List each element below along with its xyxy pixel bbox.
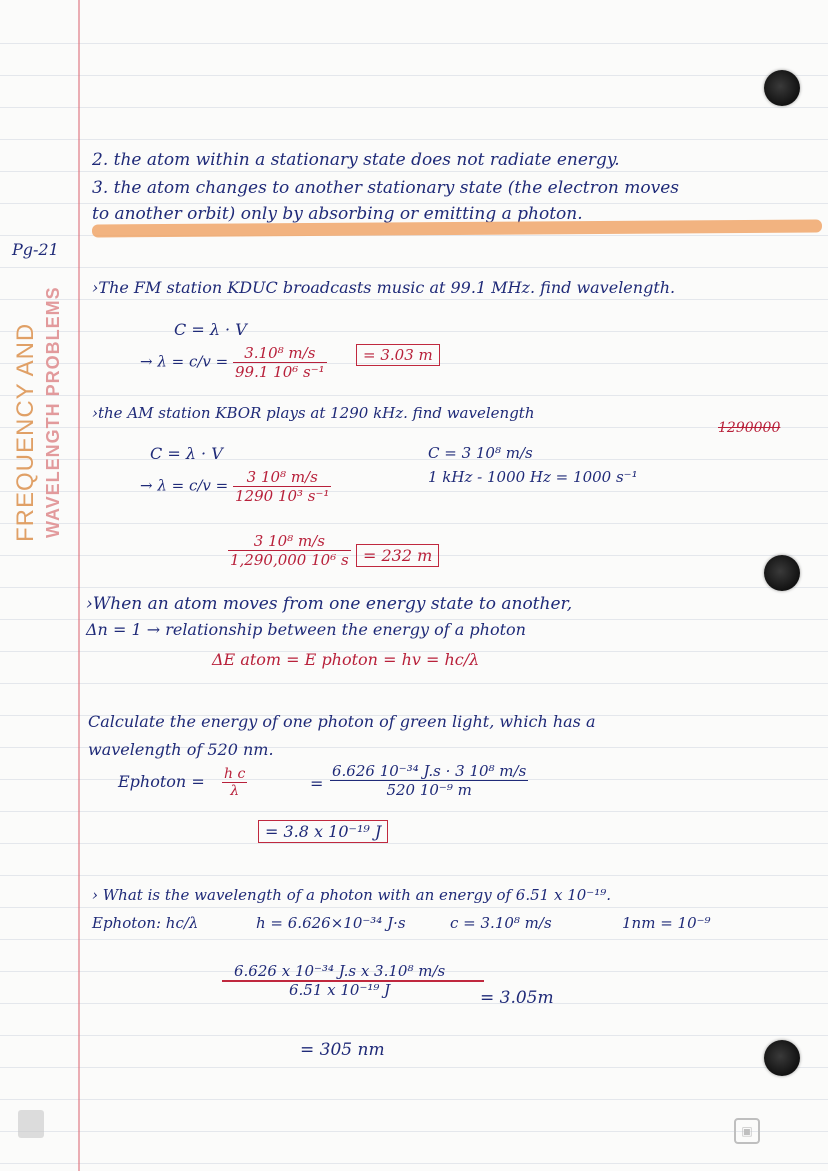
problem4-c-value: c = 3.10⁸ m/s — [450, 914, 552, 932]
problem2-denominator: 1290 10³ s⁻¹ — [235, 487, 330, 505]
problem2-arrow: → λ = c/v = — [140, 476, 229, 495]
problem2-step-denominator: 1,290,000 10⁶ s — [230, 551, 349, 569]
side-title-main: FREQUENCY AND — [12, 322, 39, 542]
side-title-sub: WAVELENGTH PROBLEMS — [43, 286, 63, 538]
energy-relation: ΔE atom = E photon = hv = hc/λ — [212, 650, 480, 669]
problem3-line-1: Calculate the energy of one photon of green light, which has a — [88, 712, 596, 731]
problem4-numerator: 6.626 x 10⁻³⁴ J.s x 3.10⁸ m/s — [234, 962, 446, 980]
problem4-result-1: = 3.05m — [480, 988, 554, 1008]
problem2-step — [228, 532, 351, 569]
problem1-denominator: 99.1 10⁶ s⁻¹ — [235, 363, 325, 381]
problem4-denominator: 6.51 x 10⁻¹⁹ J — [288, 981, 391, 999]
problem1-formula: C = λ · V — [174, 320, 247, 339]
problem3-line-2: wavelength of 520 nm. — [88, 740, 274, 759]
problem3-label: Ephoton = — [118, 772, 205, 791]
postulate-3-cont: to another orbit) only by absorbing or emitting a photon. — [92, 204, 583, 224]
problem2-given-c: C = 3 10⁸ m/s — [428, 444, 533, 462]
problem2-rearranged — [140, 468, 331, 505]
corner-logo-icon: ▣ — [734, 1118, 760, 1144]
problem1-answer: = 3.03 m — [356, 344, 440, 366]
problem2-formula: C = λ · V — [150, 444, 223, 463]
energy-line-2: Δn = 1 → relationship between the energy of a photon — [86, 620, 526, 639]
binder-hole — [764, 555, 800, 591]
energy-line-1: ›When an atom moves from one energy state to another, — [86, 594, 573, 614]
postulate-2: 2. the atom within a stationary state does not radiate energy. — [92, 150, 620, 170]
problem3-hc-fraction — [222, 766, 247, 799]
problem4-h-value: h = 6.626×10⁻³⁴ J·s — [256, 914, 406, 932]
problem2-step-numerator: 3 10⁸ m/s — [228, 532, 351, 551]
problem1-rearranged — [140, 344, 327, 381]
problem2-question: ›the AM station KBOR plays at 1290 kHz. find wavelength — [92, 404, 535, 422]
problem3-answer: = 3.8 x 10⁻¹⁹ J — [258, 820, 388, 843]
problem1-question: ›The FM station KDUC broadcasts music at 99.1 MHz. find wavelength. — [92, 278, 676, 297]
side-title — [8, 286, 88, 542]
postulate-3: 3. the atom changes to another stationary state (the electron moves — [92, 178, 680, 198]
problem2-given-conversion: 1 kHz - 1000 Hz = 1000 s⁻¹ — [428, 468, 638, 486]
binder-hole — [764, 70, 800, 106]
fraction-underline — [222, 980, 484, 982]
problem1-numerator: 3.10⁸ m/s — [233, 344, 327, 363]
problem3-value-fraction — [330, 762, 528, 799]
page-tag: Pg-21 — [12, 240, 59, 259]
margin-line — [78, 0, 80, 1171]
problem2-crossed-value: 1290000 — [718, 420, 781, 436]
problem2-answer: = 232 m — [356, 544, 439, 567]
problem1-arrow: → λ = c/v = — [140, 352, 229, 371]
problem3-equals: = — [310, 774, 324, 793]
watermark-icon — [18, 1110, 44, 1138]
problem3-hc-numerator: h c — [224, 766, 246, 782]
problem3-hc-denominator: λ — [230, 783, 240, 799]
problem4-result-2: = 305 nm — [300, 1040, 385, 1060]
problem3-value-numerator: 6.626 10⁻³⁴ J.s · 3 10⁸ m/s — [332, 762, 527, 780]
problem2-numerator: 3 10⁸ m/s — [233, 468, 331, 487]
problem4-nm-conversion: 1nm = 10⁻⁹ — [622, 914, 711, 932]
problem4-label: Ephoton: hc/λ — [92, 914, 199, 932]
problem3-value-denominator: 520 10⁻⁹ m — [386, 781, 472, 799]
problem4-question: › What is the wavelength of a photon with an energy of 6.51 x 10⁻¹⁹. — [92, 886, 611, 904]
binder-hole — [764, 1040, 800, 1076]
